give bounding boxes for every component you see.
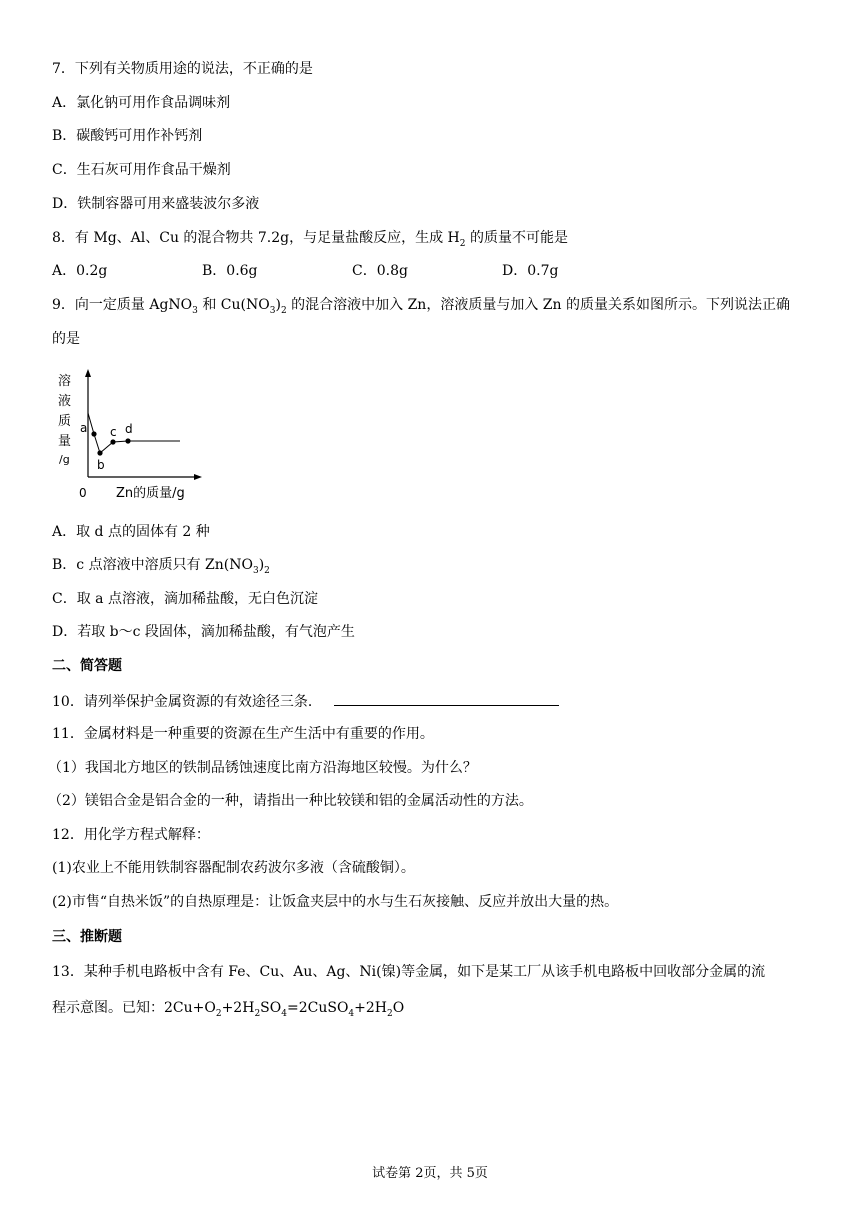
y-axis-arrow <box>85 369 91 377</box>
point-b <box>97 450 102 455</box>
section-3-heading: 三、推断题 <box>52 929 122 945</box>
point-a <box>91 431 96 436</box>
q11-part2: （2）镁铝合金是铝合金的一种，请指出一种比较镁和铝的金属活动性的方法。 <box>48 793 533 809</box>
q7-option-d: D．铁制容器可用来盛装波尔多液 <box>52 196 260 212</box>
q8-options <box>52 260 812 280</box>
x-axis-label: Zn的质量/g <box>116 486 185 501</box>
q9-option-b: B．c 点溶液中溶质只有 $Zn(NO_3)_2$ <box>52 557 270 576</box>
q13-line1: 13．某种手机电路板中含有 Fe、Cu、Au、Ag、Ni(镍)等金属，如下是某工厂从该手机电路板中回收部分金属的流 <box>52 964 766 980</box>
label-c: c <box>110 425 117 439</box>
point-d <box>125 438 130 443</box>
q7-option-a: A．氯化钠可用作食品调味剂 <box>52 95 231 111</box>
section-2-heading: 二、简答题 <box>52 658 122 674</box>
q9-option-d: D．若取 b～c 段固体，滴加稀盐酸，有气泡产生 <box>52 624 355 640</box>
q9-option-c: C．取 a 点溶液，滴加稀盐酸，无白色沉淀 <box>52 591 318 607</box>
q12-part2: (2)市售“自热米饭”的自热原理是：让饭盒夹层中的水与生石灰接触、反应并放出大量的热。 <box>52 894 619 910</box>
q7-stem: 7．下列有关物质用途的说法，不正确的是 <box>52 61 313 77</box>
q10: 10．请列举保护金属资源的有效途径三条． <box>52 691 559 712</box>
y-label-char-4: 量 <box>58 434 72 449</box>
q7-option-b: B．碳酸钙可用作补钙剂 <box>52 128 203 144</box>
q11-part1: （1）我国北方地区的铁制品锈蚀速度比南方沿海地区较慢。为什么？ <box>48 760 477 776</box>
q9-option-a: A．取 d 点的固体有 2 种 <box>52 524 210 540</box>
y-label-char-1: 溶 <box>58 374 72 389</box>
q8-option-a: A．0.2g <box>52 263 108 279</box>
q9-stem-line2: 的是 <box>52 331 80 347</box>
q12-part1: (1)农业上不能用铁制容器配制农药波尔多液（含硫酸铜）。 <box>52 860 415 876</box>
y-axis-label <box>58 373 71 466</box>
q9-stem-line1: 9．向一定质量 AgNO$_3$ 和 $Cu(NO_3)_2$ 的混合溶液中加入 Zn，溶液质量与加入 Zn 的质量关系如图所示。下列说法正确 <box>52 297 790 316</box>
label-d: d <box>125 422 133 436</box>
origin-label: 0 <box>79 486 87 500</box>
q8-option-d: D．0.7g <box>502 263 559 279</box>
x-axis-arrow <box>194 474 202 480</box>
q12-stem: 12．用化学方程式解释： <box>52 827 210 843</box>
curve <box>88 413 180 453</box>
q9-graph <box>52 365 212 505</box>
y-label-char-2: 液 <box>58 394 72 409</box>
y-label-char-3: 质 <box>58 414 72 429</box>
label-a: a <box>80 421 88 435</box>
q7-option-c: C．生石灰可用作食品干燥剂 <box>52 162 231 178</box>
page-footer: 试卷第 2页，共 5页 <box>372 1166 488 1181</box>
point-c <box>110 439 115 444</box>
q13-line2: 程示意图。已知：$2Cu+O_2+2H_2SO_4=2CuSO_4+2H_2O$ <box>52 1000 405 1019</box>
label-b: b <box>97 458 105 472</box>
q8-stem: 8．有 Mg、Al、Cu 的混合物共 7.2g，与足量盐酸反应，生成 $H_2$ 的质量不可能是 <box>52 230 568 249</box>
q10-answer-blank[interactable] <box>334 691 559 706</box>
q8-option-b: B．0.6g <box>202 263 258 279</box>
q8-option-c: C．0.8g <box>352 263 408 279</box>
q11-stem: 11．金属材料是一种重要的资源在生产生活中有重要的作用。 <box>52 726 434 742</box>
y-label-char-5: /g <box>59 453 70 466</box>
